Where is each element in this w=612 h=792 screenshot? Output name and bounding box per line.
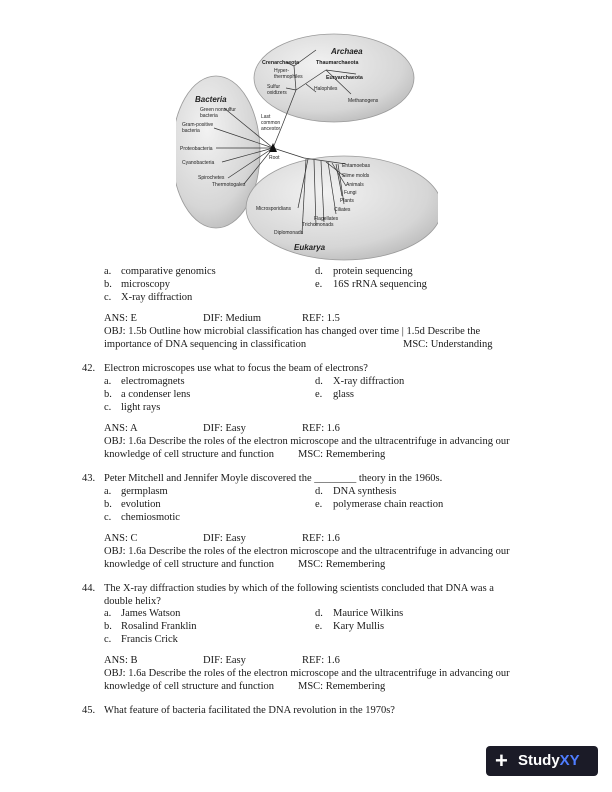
- option-letter: e.: [315, 389, 323, 400]
- option-letter: e.: [315, 621, 323, 632]
- option-text: X-ray diffraction: [333, 376, 405, 387]
- eukarya-label-microsporidians: Microsporidians: [256, 206, 292, 212]
- q42-option-c: [104, 402, 160, 415]
- q43-option-b: [104, 499, 161, 512]
- option-text: evolution: [121, 499, 161, 510]
- q44-option-a: [104, 608, 180, 621]
- archaea-label-halophiles: Halophiles: [314, 86, 338, 92]
- option-letter: a.: [104, 266, 112, 277]
- option-text: Francis Crick: [121, 634, 178, 645]
- option-text: chemiosmotic: [121, 512, 180, 523]
- bacteria-label-thermotogales: Thermotogales: [212, 182, 246, 188]
- option-letter: c.: [104, 292, 112, 303]
- q41-option-d: [315, 266, 413, 279]
- q45-stem: What feature of bacteria facilitated the DNA revolution in the 1970s?: [104, 705, 395, 716]
- q44-ans: ANS: B: [104, 655, 138, 666]
- q42-ref: REF: 1.6: [302, 423, 340, 434]
- q41-ref: REF: 1.5: [302, 313, 340, 324]
- q41-option-e: [315, 279, 427, 292]
- eukarya-label-slime-molds: Slime molds: [342, 173, 370, 179]
- option-text: germplasm: [121, 486, 168, 497]
- q44-option-b: [104, 621, 197, 634]
- q44-obj-line2: knowledge of cell structure and function: [104, 681, 274, 692]
- bacteria-label-bacteria-1: bacteria: [200, 113, 218, 119]
- bacteria-title: Bacteria: [195, 95, 227, 104]
- q44-obj-line1: OBJ: 1.6a Describe the roles of the electron microscope and the ultracentrifuge in advancing our: [104, 668, 510, 679]
- eukarya-label-animals: Animals: [346, 182, 364, 188]
- archaea-title: Archaea: [331, 47, 363, 56]
- option-text: X-ray diffraction: [121, 292, 193, 303]
- option-letter: b.: [104, 621, 112, 632]
- archaea-label-crenarchaeota: Crenarchaeota: [262, 60, 300, 66]
- bacteria-label-cyanobacteria: Cyanobacteria: [182, 160, 215, 166]
- bacteria-label-spirochetes: Spirochetes: [198, 175, 225, 181]
- option-text: protein sequencing: [333, 266, 413, 277]
- plus-icon: +: [495, 748, 508, 773]
- q44-dif: DIF: Easy: [203, 655, 246, 666]
- lca-label-common: common: [261, 120, 281, 126]
- archaea-label-sulfur: Sulfur: [267, 84, 281, 90]
- option-text: Maurice Wilkins: [333, 608, 404, 619]
- q43-option-a: [104, 486, 168, 499]
- q43-stem: Peter Mitchell and Jennifer Moyle discovered the ________ theory in the 1960s.: [104, 473, 443, 484]
- option-letter: b.: [104, 389, 112, 400]
- archaea-label-thermophiles: thermophiles: [274, 74, 303, 80]
- q41-option-c: [104, 292, 192, 305]
- q43-ans: ANS: C: [104, 533, 138, 544]
- q44-option-e: [315, 621, 384, 634]
- archaea-label-oxidizers: oxidizers: [267, 90, 287, 96]
- q41-ans: ANS: E: [104, 313, 137, 324]
- option-text: electromagnets: [121, 376, 185, 387]
- option-letter: c.: [104, 634, 112, 645]
- eukarya-label-entamoebas: Entamoebas: [342, 163, 371, 169]
- q42-obj-line2: knowledge of cell structure and function: [104, 449, 274, 460]
- q43-obj-line2: knowledge of cell structure and function: [104, 559, 274, 570]
- q42-option-e: [315, 389, 354, 402]
- option-text: Rosalind Franklin: [121, 621, 197, 632]
- bacteria-label-green-nonsulfur: Green nonsulfur: [200, 107, 236, 113]
- option-text: DNA synthesis: [333, 486, 397, 497]
- eukarya-label-ciliates: Ciliates: [334, 207, 351, 213]
- archaea-label-euryarchaeota: Euryarchaeota: [326, 75, 363, 81]
- q44-msc: MSC: Remembering: [298, 681, 386, 692]
- bacteria-label-bacteria-2: bacteria: [182, 128, 200, 134]
- q43-ref: REF: 1.6: [302, 533, 340, 544]
- q43-obj-line1: OBJ: 1.6a Describe the roles of the electron microscope and the ultracentrifuge in advancing our: [104, 546, 510, 557]
- studyxy-badge[interactable]: [486, 746, 598, 776]
- eukarya-label-plants: Plants: [340, 198, 354, 204]
- q44-option-c: [104, 634, 178, 647]
- eukarya-label-diplomonads: Diplomonads: [274, 230, 304, 236]
- option-letter: d.: [315, 608, 323, 619]
- lca-label-ancestor: ancestor: [261, 126, 281, 132]
- bacteria-label-gram-positive: Gram-positive: [182, 122, 214, 128]
- q43-dif: DIF: Easy: [203, 533, 246, 544]
- option-letter: e.: [315, 279, 323, 290]
- archaea-label-hyper: Hyper-: [274, 68, 290, 74]
- q42-stem: Electron microscopes use what to focus the beam of electrons?: [104, 363, 368, 374]
- phylogenetic-tree-figure: [176, 28, 438, 264]
- eukarya-label-fungi: Fungi: [344, 190, 357, 196]
- option-letter: a.: [104, 376, 112, 387]
- option-text: Kary Mullis: [333, 621, 385, 632]
- archaea-label-thaumarchaeota: Thaumarchaeota: [316, 60, 359, 66]
- q43-option-d: [315, 486, 396, 499]
- q44-ref: REF: 1.6: [302, 655, 340, 666]
- q42-option-b: [104, 389, 190, 402]
- q41-option-a: [104, 266, 216, 279]
- option-text: microscopy: [121, 279, 170, 290]
- eukarya-label-flagellates: Flagellates: [314, 216, 339, 222]
- option-text: polymerase chain reaction: [333, 499, 444, 510]
- option-letter: a.: [104, 486, 112, 497]
- wordmark-main: Study: [518, 752, 560, 769]
- option-text: a condenser lens: [121, 389, 191, 400]
- q42-msc: MSC: Remembering: [298, 449, 386, 460]
- q42-option-a: [104, 376, 185, 389]
- q41-option-b: [104, 279, 170, 292]
- q41-obj-line2: importance of DNA sequencing in classification: [104, 339, 307, 350]
- q44-stem-line1: The X-ray diffraction studies by which of the following scientists concluded that DNA was a: [104, 583, 494, 594]
- option-text: light rays: [121, 402, 161, 413]
- q41-msc: MSC: Understanding: [403, 339, 493, 350]
- q42-option-d: [315, 376, 404, 389]
- q43-number: 43.: [82, 473, 96, 484]
- option-text: James Watson: [121, 608, 181, 619]
- option-letter: c.: [104, 512, 112, 523]
- option-text: comparative genomics: [121, 266, 216, 277]
- root-arrow-icon: [269, 143, 277, 152]
- q43-option-c: [104, 512, 180, 525]
- option-letter: c.: [104, 402, 112, 413]
- wordmark-accent: XY: [559, 752, 580, 769]
- option-letter: b.: [104, 279, 112, 290]
- option-letter: e.: [315, 499, 323, 510]
- q42-ans: ANS: A: [104, 423, 138, 434]
- q42-number: 42.: [82, 363, 96, 374]
- q43-msc: MSC: Remembering: [298, 559, 386, 570]
- lca-label-last: Last: [261, 114, 271, 120]
- option-text: glass: [333, 389, 354, 400]
- q41-obj-line1: OBJ: 1.5b Outline how microbial classification has changed over time | 1.5d Describe the: [104, 326, 481, 337]
- option-letter: a.: [104, 608, 112, 619]
- q41-dif: DIF: Medium: [203, 313, 262, 324]
- archaea-label-methanogens: Methanogens: [348, 98, 379, 104]
- root-label: Root: [269, 155, 280, 161]
- eukarya-title: Eukarya: [294, 243, 326, 252]
- q44-stem-line2: double helix?: [104, 596, 161, 607]
- option-letter: d.: [315, 486, 323, 497]
- q42-dif: DIF: Easy: [203, 423, 246, 434]
- q43-option-e: [315, 499, 443, 512]
- q44-number: 44.: [82, 583, 96, 594]
- option-letter: d.: [315, 376, 323, 387]
- option-letter: d.: [315, 266, 323, 277]
- tree-svg: [176, 28, 438, 264]
- q44-option-d: [315, 608, 403, 621]
- eukarya-label-trichomonads: Trichomonads: [302, 222, 334, 228]
- bacteria-label-proteobacteria: Proteobacteria: [180, 146, 213, 152]
- q42-obj-line1: OBJ: 1.6a Describe the roles of the electron microscope and the ultracentrifuge in advancing our: [104, 436, 510, 447]
- q45-number: 45.: [82, 705, 96, 716]
- option-text: 16S rRNA sequencing: [333, 279, 427, 290]
- option-letter: b.: [104, 499, 112, 510]
- studyxy-wordmark: [518, 746, 580, 776]
